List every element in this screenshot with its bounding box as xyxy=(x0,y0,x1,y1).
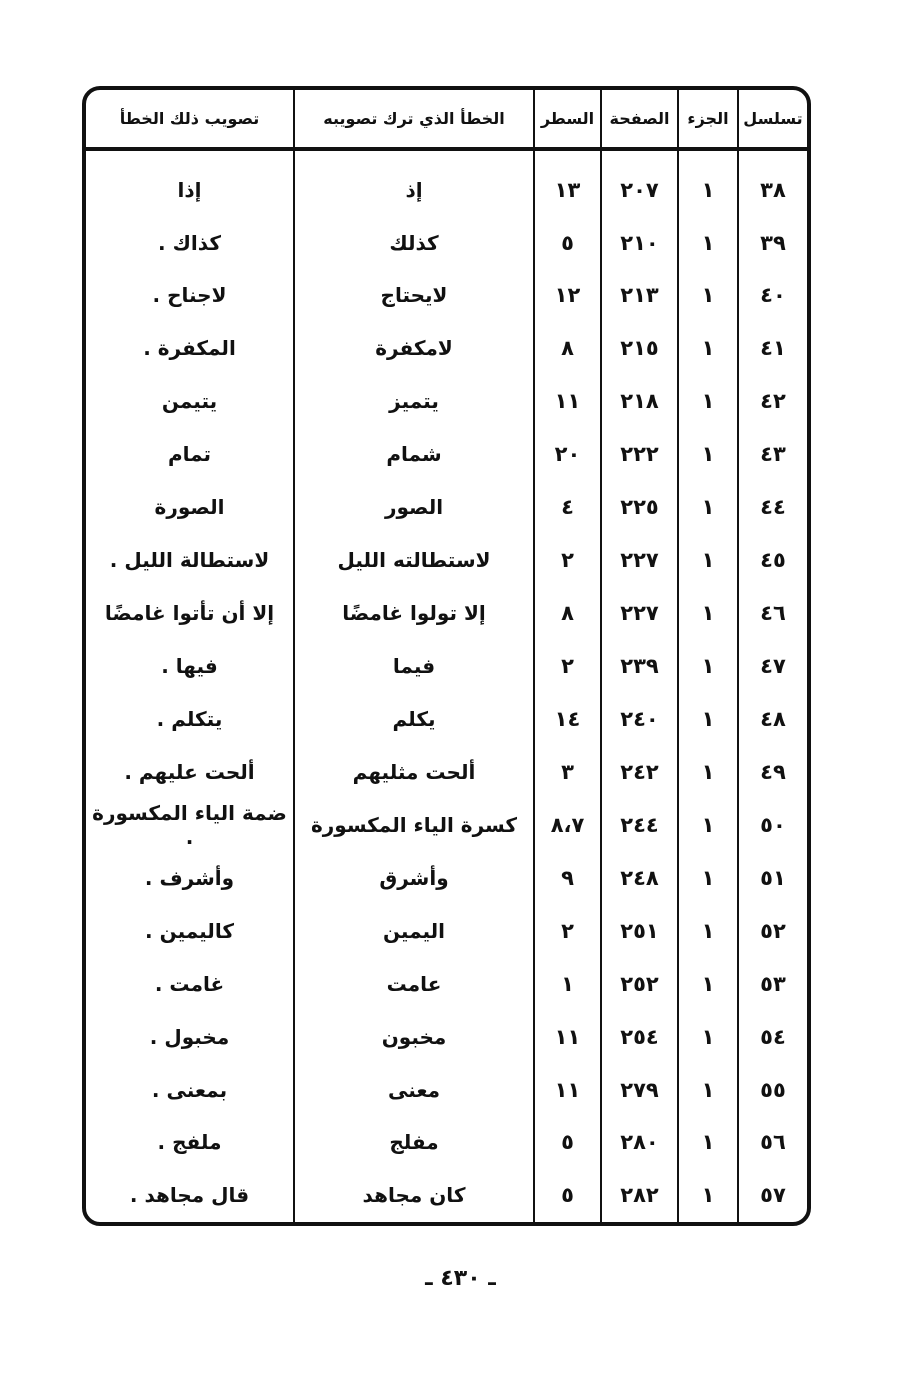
table-row xyxy=(86,1169,807,1222)
cell-correction: المكفرة . xyxy=(86,322,294,375)
errata-table-frame xyxy=(82,86,811,1226)
cell-line: ٩ xyxy=(534,851,601,904)
cell-line: ١٣ xyxy=(534,149,601,216)
page-number: ـ ٤٣٠ ـ xyxy=(425,1266,496,1291)
cell-seq: ٤٤ xyxy=(738,481,807,534)
cell-part: ١ xyxy=(678,481,738,534)
cell-correction: ضمة الياء المكسورة . xyxy=(86,798,294,851)
table-row xyxy=(86,1116,807,1169)
cell-page: ٢٤٨ xyxy=(601,851,678,904)
cell-correction: وأشرف . xyxy=(86,851,294,904)
cell-part: ١ xyxy=(678,1010,738,1063)
cell-line: ٨،٧ xyxy=(534,798,601,851)
cell-line: ٨ xyxy=(534,587,601,640)
cell-correction: تمام xyxy=(86,428,294,481)
cell-line: ١١ xyxy=(534,1063,601,1116)
cell-error: ألحت مثليهم xyxy=(294,745,534,798)
cell-part: ١ xyxy=(678,534,738,587)
cell-part: ١ xyxy=(678,1116,738,1169)
cell-page: ٢١٥ xyxy=(601,322,678,375)
table-row xyxy=(86,534,807,587)
cell-error: عامت xyxy=(294,957,534,1010)
cell-line: ١١ xyxy=(534,1010,601,1063)
header-line: السطر xyxy=(534,90,601,149)
table-row xyxy=(86,851,807,904)
table-row xyxy=(86,269,807,322)
cell-seq: ٥٤ xyxy=(738,1010,807,1063)
table-row xyxy=(86,798,807,851)
table-row xyxy=(86,322,807,375)
cell-correction: كاليمين . xyxy=(86,904,294,957)
cell-part: ١ xyxy=(678,375,738,428)
header-correction: تصويب ذلك الخطأ xyxy=(86,90,294,149)
cell-correction: مخبول . xyxy=(86,1010,294,1063)
cell-correction: الصورة xyxy=(86,481,294,534)
cell-line: ٥ xyxy=(534,1169,601,1222)
cell-line: ٢ xyxy=(534,904,601,957)
cell-seq: ٥٠ xyxy=(738,798,807,851)
cell-part: ١ xyxy=(678,322,738,375)
cell-page: ٢٨٢ xyxy=(601,1169,678,1222)
cell-page: ٢٥٢ xyxy=(601,957,678,1010)
cell-line: ٢٠ xyxy=(534,428,601,481)
cell-line: ٢ xyxy=(534,640,601,693)
cell-correction: لاستطالة الليل . xyxy=(86,534,294,587)
cell-page: ٢٢٢ xyxy=(601,428,678,481)
cell-line: ٣ xyxy=(534,745,601,798)
cell-page: ٢٥٤ xyxy=(601,1010,678,1063)
cell-correction: كذاك . xyxy=(86,216,294,269)
cell-correction: لاجناح . xyxy=(86,269,294,322)
cell-page: ٢٨٠ xyxy=(601,1116,678,1169)
cell-error: مفلج xyxy=(294,1116,534,1169)
cell-part: ١ xyxy=(678,640,738,693)
cell-seq: ٤١ xyxy=(738,322,807,375)
cell-line: ٢ xyxy=(534,534,601,587)
cell-part: ١ xyxy=(678,587,738,640)
cell-seq: ٤٣ xyxy=(738,428,807,481)
table-row xyxy=(86,640,807,693)
cell-seq: ٤٥ xyxy=(738,534,807,587)
cell-seq: ٤٠ xyxy=(738,269,807,322)
cell-error: كان مجاهد xyxy=(294,1169,534,1222)
errata-table xyxy=(86,90,807,1222)
cell-part: ١ xyxy=(678,1063,738,1116)
header-seq: تسلسل xyxy=(738,90,807,149)
cell-part: ١ xyxy=(678,149,738,216)
cell-error: لايحتاج xyxy=(294,269,534,322)
cell-part: ١ xyxy=(678,1169,738,1222)
cell-part: ١ xyxy=(678,693,738,746)
cell-seq: ٥٧ xyxy=(738,1169,807,1222)
cell-seq: ٤٦ xyxy=(738,587,807,640)
cell-page: ٢١٨ xyxy=(601,375,678,428)
cell-page: ٢٧٩ xyxy=(601,1063,678,1116)
cell-page: ٢٢٧ xyxy=(601,587,678,640)
table-header-row xyxy=(86,90,807,149)
cell-part: ١ xyxy=(678,216,738,269)
cell-seq: ٥٥ xyxy=(738,1063,807,1116)
cell-line: ٤ xyxy=(534,481,601,534)
cell-seq: ٣٨ xyxy=(738,149,807,216)
cell-error: لاستطالته الليل xyxy=(294,534,534,587)
cell-error: الصور xyxy=(294,481,534,534)
cell-error: مخبون xyxy=(294,1010,534,1063)
cell-page: ٢٤٢ xyxy=(601,745,678,798)
cell-part: ١ xyxy=(678,428,738,481)
cell-part: ١ xyxy=(678,957,738,1010)
table-row xyxy=(86,904,807,957)
cell-seq: ٥٦ xyxy=(738,1116,807,1169)
cell-correction: ألحت عليهم . xyxy=(86,745,294,798)
cell-seq: ٥٢ xyxy=(738,904,807,957)
cell-seq: ٤٢ xyxy=(738,375,807,428)
cell-page: ٢٤٤ xyxy=(601,798,678,851)
cell-error: كذلك xyxy=(294,216,534,269)
cell-part: ١ xyxy=(678,851,738,904)
cell-page: ٢٢٧ xyxy=(601,534,678,587)
cell-correction: فيها . xyxy=(86,640,294,693)
cell-error: شمام xyxy=(294,428,534,481)
table-row xyxy=(86,587,807,640)
cell-page: ٢٤٠ xyxy=(601,693,678,746)
cell-error: وأشرق xyxy=(294,851,534,904)
table-row xyxy=(86,745,807,798)
cell-line: ١ xyxy=(534,957,601,1010)
cell-seq: ٣٩ xyxy=(738,216,807,269)
cell-error: فيما xyxy=(294,640,534,693)
cell-seq: ٤٩ xyxy=(738,745,807,798)
cell-correction: إلا أن تأتوا غامضًا xyxy=(86,587,294,640)
cell-seq: ٤٨ xyxy=(738,693,807,746)
cell-correction: يتكلم . xyxy=(86,693,294,746)
cell-correction: ملفج . xyxy=(86,1116,294,1169)
cell-page: ٢٢٥ xyxy=(601,481,678,534)
cell-seq: ٥١ xyxy=(738,851,807,904)
cell-seq: ٤٧ xyxy=(738,640,807,693)
table-row xyxy=(86,481,807,534)
cell-error: اليمين xyxy=(294,904,534,957)
cell-page: ٢١٠ xyxy=(601,216,678,269)
cell-correction: يتيمن xyxy=(86,375,294,428)
cell-line: ٨ xyxy=(534,322,601,375)
cell-line: ٥ xyxy=(534,1116,601,1169)
cell-part: ١ xyxy=(678,904,738,957)
cell-error: يتميز xyxy=(294,375,534,428)
cell-page: ٢٣٩ xyxy=(601,640,678,693)
cell-seq: ٥٣ xyxy=(738,957,807,1010)
cell-line: ١٢ xyxy=(534,269,601,322)
cell-correction: إذا xyxy=(86,149,294,216)
cell-part: ١ xyxy=(678,745,738,798)
cell-error: كسرة الياء المكسورة xyxy=(294,798,534,851)
table-row xyxy=(86,957,807,1010)
cell-line: ١٤ xyxy=(534,693,601,746)
table-row xyxy=(86,149,807,216)
cell-error: إذ xyxy=(294,149,534,216)
table-row xyxy=(86,428,807,481)
table-row xyxy=(86,1063,807,1116)
cell-page: ٢٠٧ xyxy=(601,149,678,216)
cell-line: ٥ xyxy=(534,216,601,269)
table-row xyxy=(86,375,807,428)
cell-error: يكلم xyxy=(294,693,534,746)
header-error: الخطأ الذي ترك تصويبه xyxy=(294,90,534,149)
cell-correction: قال مجاهد . xyxy=(86,1169,294,1222)
table-row xyxy=(86,693,807,746)
table-row xyxy=(86,216,807,269)
cell-line: ١١ xyxy=(534,375,601,428)
header-part: الجزء xyxy=(678,90,738,149)
header-page: الصفحة xyxy=(601,90,678,149)
cell-page: ٢١٣ xyxy=(601,269,678,322)
cell-error: إلا تولوا غامضًا xyxy=(294,587,534,640)
cell-part: ١ xyxy=(678,269,738,322)
cell-correction: غامت . xyxy=(86,957,294,1010)
table-row xyxy=(86,1010,807,1063)
cell-error: معنى xyxy=(294,1063,534,1116)
cell-correction: بمعنى . xyxy=(86,1063,294,1116)
cell-error: لامكفرة xyxy=(294,322,534,375)
cell-page: ٢٥١ xyxy=(601,904,678,957)
cell-part: ١ xyxy=(678,798,738,851)
